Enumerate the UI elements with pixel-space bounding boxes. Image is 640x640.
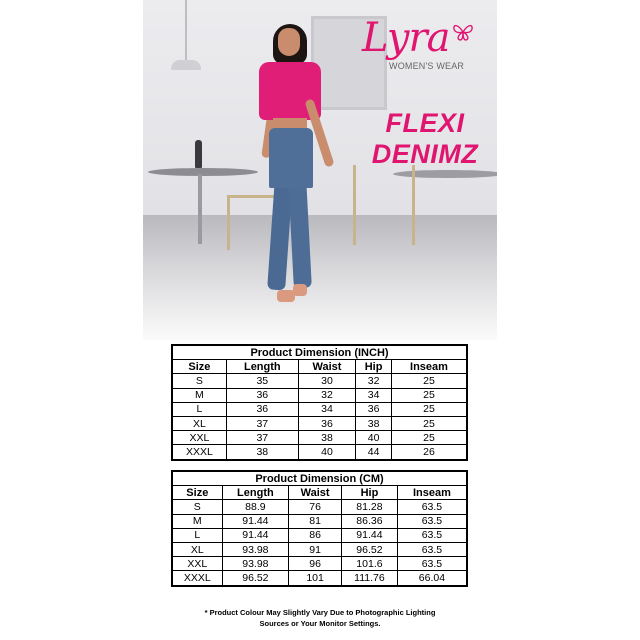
column-header: Size [172, 486, 222, 500]
table-cell: 36 [298, 416, 355, 430]
table-cell: 32 [356, 374, 392, 388]
model-figure [255, 18, 345, 318]
table-cell: 38 [356, 416, 392, 430]
table-cell: XXL [172, 431, 226, 445]
table-cell: 66.04 [397, 571, 467, 586]
table-cell: 36 [356, 402, 392, 416]
table-row [172, 528, 467, 542]
table-cell: 93.98 [222, 542, 289, 556]
table-row [172, 514, 467, 528]
table-row [172, 416, 467, 430]
table-cell: XL [172, 542, 222, 556]
table-cell: 26 [392, 445, 468, 460]
table-row [172, 571, 467, 586]
table-cell: 63.5 [397, 514, 467, 528]
table-cell: 88.9 [222, 500, 289, 514]
table-row [172, 388, 467, 402]
table-cell: 91.44 [342, 528, 398, 542]
cafe-chair-right [353, 165, 415, 245]
table-row [172, 431, 467, 445]
table-row [172, 374, 467, 388]
table-cell: 38 [226, 445, 298, 460]
wine-bottle [195, 140, 202, 168]
table-cell: 44 [356, 445, 392, 460]
table-cell: 37 [226, 416, 298, 430]
size-table-inch [171, 344, 468, 461]
table-cell: 76 [289, 500, 342, 514]
table-cell: 37 [226, 431, 298, 445]
model-shoe-right [293, 284, 307, 296]
table-row [172, 500, 467, 514]
table-cell: 93.98 [222, 557, 289, 571]
column-header: Hip [356, 360, 392, 374]
cafe-table-leg [198, 174, 202, 244]
lamp-shade [171, 60, 201, 70]
table-cell: 32 [298, 388, 355, 402]
table-title: Product Dimension (INCH) [172, 345, 467, 360]
column-header: Size [172, 360, 226, 374]
model-jeans [269, 128, 313, 188]
table-cell: 30 [298, 374, 355, 388]
table-cell: 86 [289, 528, 342, 542]
table-cell: 25 [392, 402, 468, 416]
table-cell: 34 [356, 388, 392, 402]
table-cell: 34 [298, 402, 355, 416]
table-cell: 101 [289, 571, 342, 586]
table-cell: 25 [392, 416, 468, 430]
table-cell: 25 [392, 388, 468, 402]
table-cell: L [172, 528, 222, 542]
column-header: Waist [289, 486, 342, 500]
table-row [172, 445, 467, 460]
table-cell: 40 [356, 431, 392, 445]
column-header: Inseam [397, 486, 467, 500]
table-cell: 91 [289, 542, 342, 556]
cafe-table-left [148, 168, 258, 176]
table-cell: 96.52 [342, 542, 398, 556]
table-cell: 91.44 [222, 514, 289, 528]
table-cell: S [172, 374, 226, 388]
table-cell: 96 [289, 557, 342, 571]
column-header: Hip [342, 486, 398, 500]
table-cell: 40 [298, 445, 355, 460]
table-cell: 101.6 [342, 557, 398, 571]
table-cell: 36 [226, 388, 298, 402]
table-cell: 25 [392, 374, 468, 388]
brand-tagline: WOMEN'S WEAR [389, 61, 465, 71]
column-header: Length [222, 486, 289, 500]
table-row [172, 542, 467, 556]
table-row [172, 557, 467, 571]
disclaimer-line1: * Product Colour May Slightly Vary Due to Photographic Lighting [204, 608, 436, 617]
model-face [278, 28, 300, 56]
table-cell: S [172, 500, 222, 514]
pendant-lamp [185, 0, 187, 62]
column-header: Waist [298, 360, 355, 374]
table-header-row [172, 360, 467, 374]
table-cell: 63.5 [397, 557, 467, 571]
disclaimer-note [180, 607, 460, 629]
table-cell: 111.76 [342, 571, 398, 586]
table-cell: 25 [392, 431, 468, 445]
table-cell: L [172, 402, 226, 416]
table-cell: 91.44 [222, 528, 289, 542]
table-cell: XXXL [172, 571, 222, 586]
table-cell: 81.28 [342, 500, 398, 514]
table-title: Product Dimension (CM) [172, 471, 467, 486]
table-cell: 63.5 [397, 500, 467, 514]
brand-name: Lyra [362, 15, 450, 61]
table-cell: 63.5 [397, 542, 467, 556]
table-cell: 81 [289, 514, 342, 528]
size-table-cm [171, 470, 468, 587]
table-cell: 96.52 [222, 571, 289, 586]
product-title-line2: DENIMZ [371, 139, 479, 169]
brand-logo [362, 16, 482, 76]
table-row [172, 402, 467, 416]
table-cell: M [172, 514, 222, 528]
table-header-row [172, 486, 467, 500]
butterfly-icon [452, 22, 474, 46]
table-cell: XXXL [172, 445, 226, 460]
table-cell: 63.5 [397, 528, 467, 542]
product-title [360, 108, 490, 170]
table-cell: 86.36 [342, 514, 398, 528]
column-header: Length [226, 360, 298, 374]
disclaimer-line2: Sources or Your Monitor Settings. [259, 619, 381, 628]
table-cell: M [172, 388, 226, 402]
table-cell: 35 [226, 374, 298, 388]
model-leg-right [288, 178, 312, 289]
table-cell: XXL [172, 557, 222, 571]
table-cell: 38 [298, 431, 355, 445]
product-title-line1: FLEXI [385, 108, 465, 138]
column-header: Inseam [392, 360, 468, 374]
table-cell: XL [172, 416, 226, 430]
table-cell: 36 [226, 402, 298, 416]
